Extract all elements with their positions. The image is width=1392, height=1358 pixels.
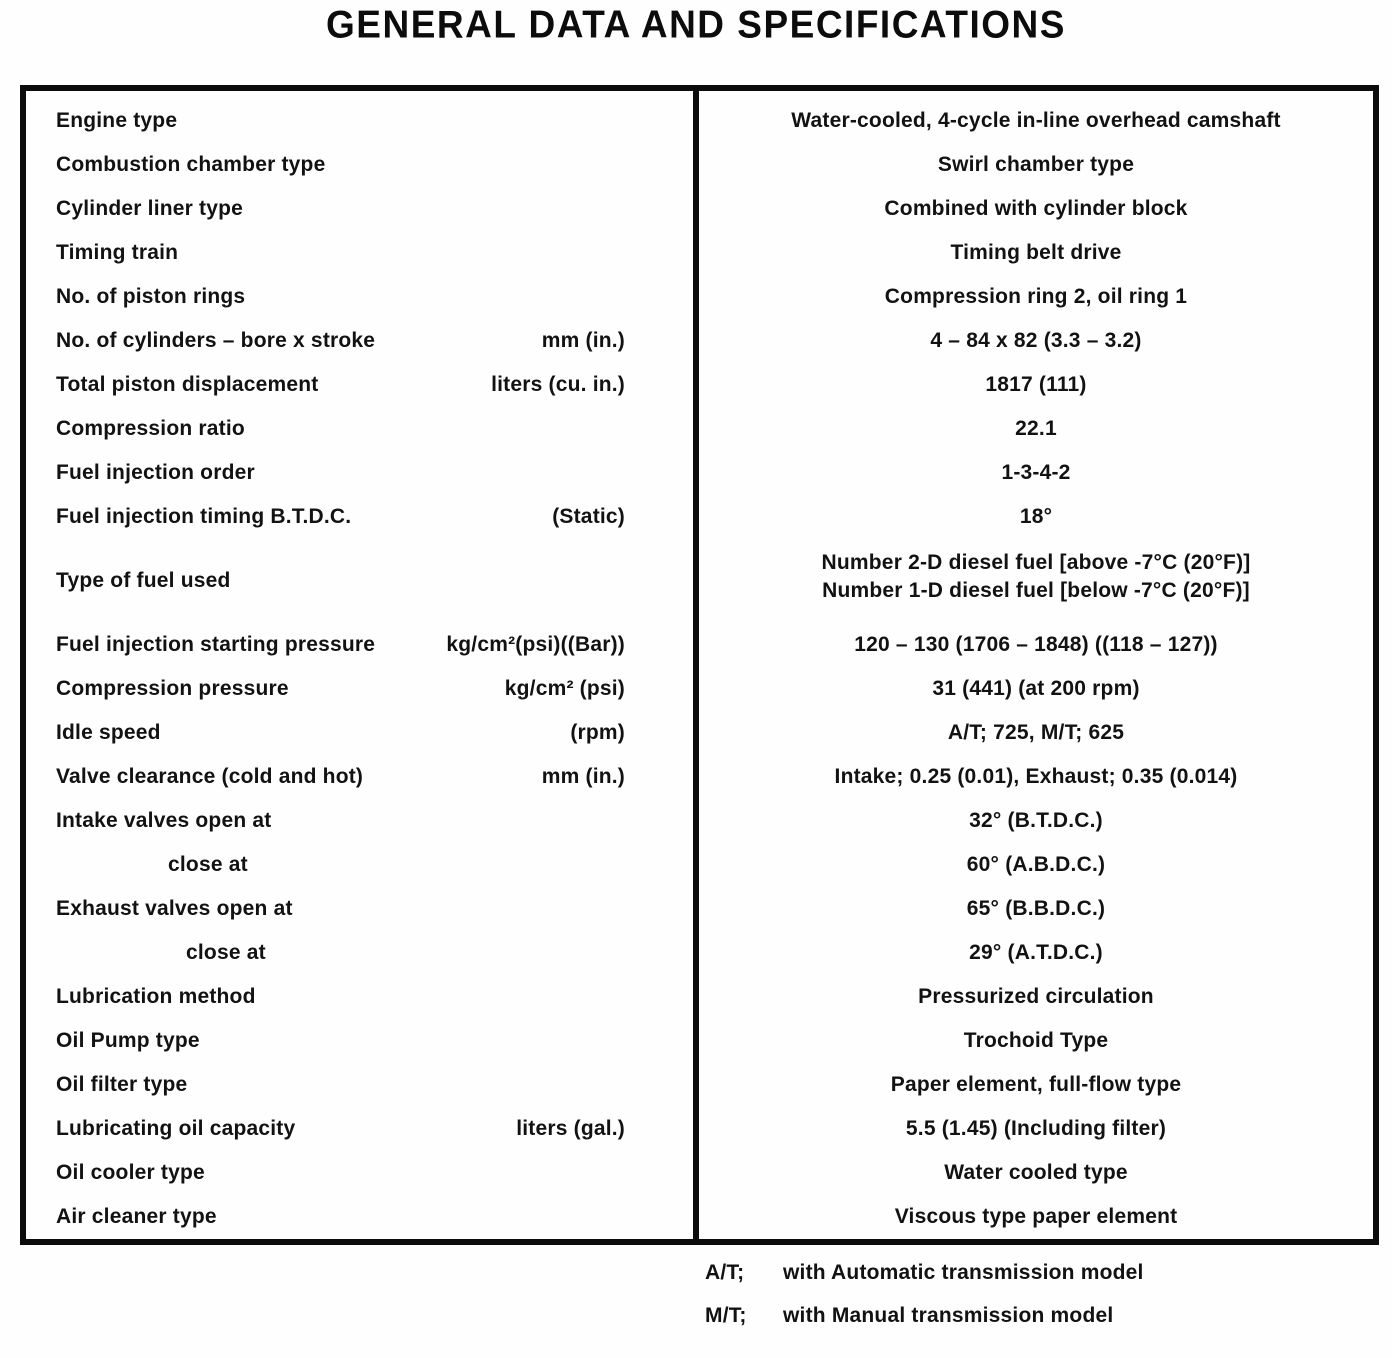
spec-label: Air cleaner type xyxy=(56,1205,217,1228)
spec-right-cell xyxy=(699,975,1373,1019)
spec-right-cell xyxy=(699,1107,1373,1151)
spec-right-cell xyxy=(699,1063,1373,1107)
spec-value: Number 2-D diesel fuel [above -7°C (20°F)] xyxy=(821,551,1251,574)
spec-unit: liters (gal.) xyxy=(516,1117,625,1140)
footnote-definition: with Manual transmission model xyxy=(783,1304,1114,1327)
table-row xyxy=(26,1019,1373,1063)
spec-value: 60° (A.B.D.C.) xyxy=(966,853,1106,876)
spec-label: Compression ratio xyxy=(56,417,245,440)
spec-value: 29° (A.T.D.C.) xyxy=(969,941,1103,964)
spec-right-cell xyxy=(699,99,1373,143)
spec-label: Total piston displacement xyxy=(56,373,319,396)
spec-left-cell xyxy=(26,99,693,143)
spec-value: Water-cooled, 4-cycle in-line overhead camshaft xyxy=(791,109,1281,132)
table-row xyxy=(26,799,1373,843)
spec-left-cell xyxy=(26,319,693,363)
table-row xyxy=(26,319,1373,363)
spec-right-cell xyxy=(699,143,1373,187)
column-divider xyxy=(693,91,699,1239)
spec-value: 32° (B.T.D.C.) xyxy=(969,809,1103,832)
spec-left-cell xyxy=(26,187,693,231)
spec-value: Pressurized circulation xyxy=(918,985,1154,1008)
spec-left-cell xyxy=(26,843,693,887)
table-row xyxy=(26,539,1373,623)
spec-right-cell xyxy=(699,187,1373,231)
spec-value: 65° (B.B.D.C.) xyxy=(966,897,1106,920)
spec-right-cell xyxy=(699,667,1373,711)
spec-value: 1-3-4-2 xyxy=(1001,461,1071,484)
spec-left-cell xyxy=(26,231,693,275)
spec-left-cell xyxy=(26,1063,693,1107)
spec-label: Valve clearance (cold and hot) xyxy=(56,765,364,788)
footnote-definition: with Automatic transmission model xyxy=(783,1261,1144,1284)
table-row xyxy=(26,711,1373,755)
spec-left-cell xyxy=(26,539,693,623)
spec-label: Lubrication method xyxy=(56,985,256,1008)
spec-unit: kg/cm²(psi)((Bar)) xyxy=(446,633,625,656)
spec-label: Compression pressure xyxy=(56,677,289,700)
spec-right-cell xyxy=(699,1151,1373,1195)
spec-right-cell xyxy=(699,843,1373,887)
spec-value: Timing belt drive xyxy=(950,241,1122,264)
spec-unit: (Static) xyxy=(552,505,625,528)
spec-left-cell xyxy=(26,887,693,931)
spec-left-cell xyxy=(26,1107,693,1151)
spec-right-cell xyxy=(699,451,1373,495)
spec-right-cell xyxy=(699,275,1373,319)
table-row xyxy=(26,975,1373,1019)
footnotes xyxy=(705,1261,1144,1347)
spec-value: 22.1 xyxy=(1015,417,1057,440)
spec-label: Oil filter type xyxy=(56,1073,188,1096)
table-row xyxy=(26,667,1373,711)
footnote-term: M/T; xyxy=(705,1304,747,1327)
spec-label: close at xyxy=(168,853,248,876)
spec-label: Engine type xyxy=(56,109,178,132)
table-row xyxy=(26,623,1373,667)
spec-value: 31 (441) (at 200 rpm) xyxy=(932,677,1140,700)
spec-right-cell xyxy=(699,407,1373,451)
footnote-at xyxy=(705,1261,1144,1285)
spec-value: Intake; 0.25 (0.01), Exhaust; 0.35 (0.014) xyxy=(834,765,1238,788)
spec-unit: liters (cu. in.) xyxy=(491,373,625,396)
spec-right-cell xyxy=(699,1019,1373,1063)
table-row xyxy=(26,1151,1373,1195)
spec-label: Lubricating oil capacity xyxy=(56,1117,296,1140)
table-row xyxy=(26,755,1373,799)
spec-left-cell xyxy=(26,363,693,407)
spec-left-cell xyxy=(26,143,693,187)
spec-left-cell xyxy=(26,407,693,451)
table-row xyxy=(26,843,1373,887)
spec-label: Exhaust valves open at xyxy=(56,897,293,920)
spec-right-cell xyxy=(699,495,1373,539)
spec-table-rows xyxy=(26,91,1373,1239)
table-row xyxy=(26,363,1373,407)
spec-value: 4 – 84 x 82 (3.3 – 3.2) xyxy=(930,329,1142,352)
spec-left-cell xyxy=(26,755,693,799)
spec-label: Combustion chamber type xyxy=(56,153,326,176)
spec-left-cell xyxy=(26,275,693,319)
spec-left-cell xyxy=(26,1151,693,1195)
footnote-term: A/T; xyxy=(705,1261,745,1284)
spec-value: Trochoid Type xyxy=(963,1029,1109,1052)
spec-left-cell xyxy=(26,495,693,539)
spec-left-cell xyxy=(26,931,693,975)
spec-value: 18° xyxy=(1019,505,1053,528)
spec-value-line2: Number 1-D diesel fuel [below -7°C (20°F)] xyxy=(822,579,1250,602)
spec-unit: (rpm) xyxy=(570,721,625,744)
table-row xyxy=(26,143,1373,187)
table-row xyxy=(26,1195,1373,1239)
spec-label: Idle speed xyxy=(56,721,161,744)
spec-value: A/T; 725, M/T; 625 xyxy=(947,721,1125,744)
spec-unit: mm (in.) xyxy=(541,765,625,788)
table-row xyxy=(26,1063,1373,1107)
spec-value: Swirl chamber type xyxy=(937,153,1135,176)
spec-value: 120 – 130 (1706 – 1848) ((118 – 127)) xyxy=(854,633,1218,656)
table-row xyxy=(26,231,1373,275)
table-row xyxy=(26,1107,1373,1151)
spec-left-cell xyxy=(26,667,693,711)
spec-table xyxy=(20,85,1379,1245)
spec-label: Fuel injection order xyxy=(56,461,255,484)
spec-value: 1817 (111) xyxy=(985,373,1087,396)
table-row xyxy=(26,495,1373,539)
spec-left-cell xyxy=(26,711,693,755)
spec-value: Compression ring 2, oil ring 1 xyxy=(884,285,1188,308)
page-title: GENERAL DATA AND SPECIFICATIONS xyxy=(326,3,1066,46)
spec-value: Viscous type paper element xyxy=(894,1205,1178,1228)
spec-label: Timing train xyxy=(56,241,179,264)
spec-left-cell xyxy=(26,1019,693,1063)
spec-value: Paper element, full-flow type xyxy=(890,1073,1182,1096)
footnote-mt xyxy=(705,1304,1144,1328)
spec-unit: kg/cm² (psi) xyxy=(504,677,625,700)
spec-right-cell xyxy=(699,887,1373,931)
spec-value: Water cooled type xyxy=(944,1161,1128,1184)
spec-left-cell xyxy=(26,451,693,495)
table-row xyxy=(26,931,1373,975)
spec-label: Fuel injection timing B.T.D.C. xyxy=(56,505,352,528)
spec-right-cell xyxy=(699,231,1373,275)
spec-right-cell xyxy=(699,363,1373,407)
spec-label: Intake valves open at xyxy=(56,809,272,832)
spec-value: Combined with cylinder block xyxy=(884,197,1188,220)
spec-left-cell xyxy=(26,975,693,1019)
spec-label: Oil Pump type xyxy=(56,1029,200,1052)
spec-value: 5.5 (1.45) (Including filter) xyxy=(905,1117,1167,1140)
spec-label: No. of piston rings xyxy=(56,285,246,308)
spec-right-cell xyxy=(699,539,1373,623)
table-row xyxy=(26,275,1373,319)
spec-label: Oil cooler type xyxy=(56,1161,205,1184)
spec-right-cell xyxy=(699,623,1373,667)
spec-label: Fuel injection starting pressure xyxy=(56,633,376,656)
spec-right-cell xyxy=(699,931,1373,975)
spec-label: Cylinder liner type xyxy=(56,197,244,220)
spec-left-cell xyxy=(26,799,693,843)
spec-unit: mm (in.) xyxy=(541,329,625,352)
spec-right-cell xyxy=(699,319,1373,363)
spec-left-cell xyxy=(26,1195,693,1239)
spec-right-cell xyxy=(699,755,1373,799)
table-row xyxy=(26,99,1373,143)
spec-right-cell xyxy=(699,711,1373,755)
table-row xyxy=(26,451,1373,495)
spec-label: Type of fuel used xyxy=(56,569,231,592)
spec-right-cell xyxy=(699,1195,1373,1239)
spec-label: No. of cylinders – bore x stroke xyxy=(56,329,376,352)
table-row xyxy=(26,887,1373,931)
table-row xyxy=(26,407,1373,451)
spec-left-cell xyxy=(26,623,693,667)
spec-label: close at xyxy=(186,941,266,964)
spec-right-cell xyxy=(699,799,1373,843)
table-row xyxy=(26,187,1373,231)
